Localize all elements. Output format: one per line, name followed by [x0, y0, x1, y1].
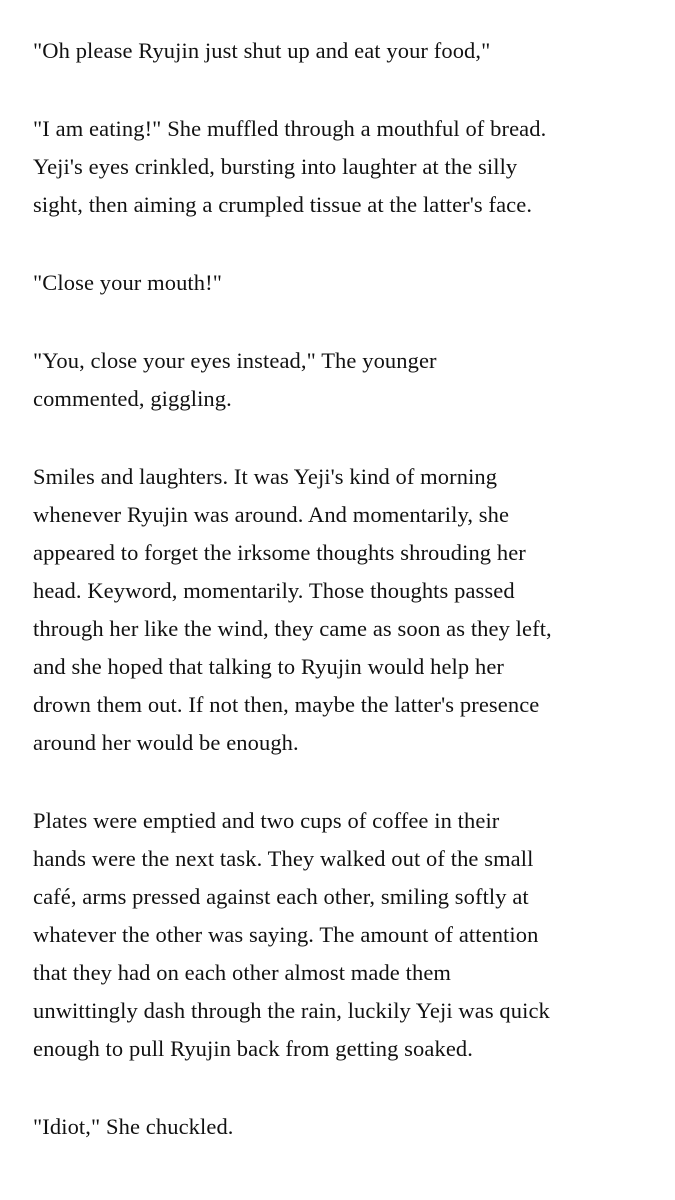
paragraph-6-line-3: café, arms pressed against each other, smiling softly at: [33, 884, 529, 909]
paragraph-7-line-1: "Idiot," She chuckled.: [33, 1114, 234, 1139]
paragraph-3-line-1: "Close your mouth!": [33, 270, 223, 295]
paragraph-5-line-4: head. Keyword, momentarily. Those thoughts passed: [33, 578, 515, 603]
paragraph-6-line-4: whatever the other was saying. The amount of attention: [33, 922, 539, 947]
paragraph-5-line-6: and she hoped that talking to Ryujin would help her: [33, 654, 504, 679]
paragraph-5-line-7: drown them out. If not then, maybe the latter's presence: [33, 692, 540, 717]
paragraph-5-line-2: whenever Ryujin was around. And momentarily, she: [33, 502, 510, 527]
paragraph-5-line-3: appeared to forget the irksome thoughts shrouding her: [33, 540, 526, 565]
paragraph-1-line-1: "Oh please Ryujin just shut up and eat your food,": [33, 38, 491, 63]
paragraph-2-line-3: sight, then aiming a crumpled tissue at the latter's face.: [33, 192, 533, 217]
paragraph-6-line-6: unwittingly dash through the rain, luckily Yeji was quick: [33, 998, 550, 1023]
paragraph-6-line-7: enough to pull Ryujin back from getting soaked.: [33, 1036, 473, 1061]
paragraph-5-line-8: around her would be enough.: [33, 730, 299, 755]
paragraph-6-line-1: Plates were emptied and two cups of coffee in their: [33, 808, 500, 833]
paragraph-2-line-2: Yeji's eyes crinkled, bursting into laughter at the silly: [33, 154, 518, 179]
paragraph-5-line-1: Smiles and laughters. It was Yeji's kind of morning: [33, 464, 498, 489]
paragraph-4-line-2: commented, giggling.: [33, 386, 232, 411]
paragraph-5-line-5: through her like the wind, they came as soon as they left,: [33, 616, 552, 641]
paragraph-4-line-1: "You, close your eyes instead," The younger: [33, 348, 437, 373]
paragraph-6-line-5: that they had on each other almost made them: [33, 960, 452, 985]
paragraph-2-line-1: "I am eating!" She muffled through a mouthful of bread.: [33, 116, 547, 141]
paragraph-6-line-2: hands were the next task. They walked out of the small: [33, 846, 534, 871]
